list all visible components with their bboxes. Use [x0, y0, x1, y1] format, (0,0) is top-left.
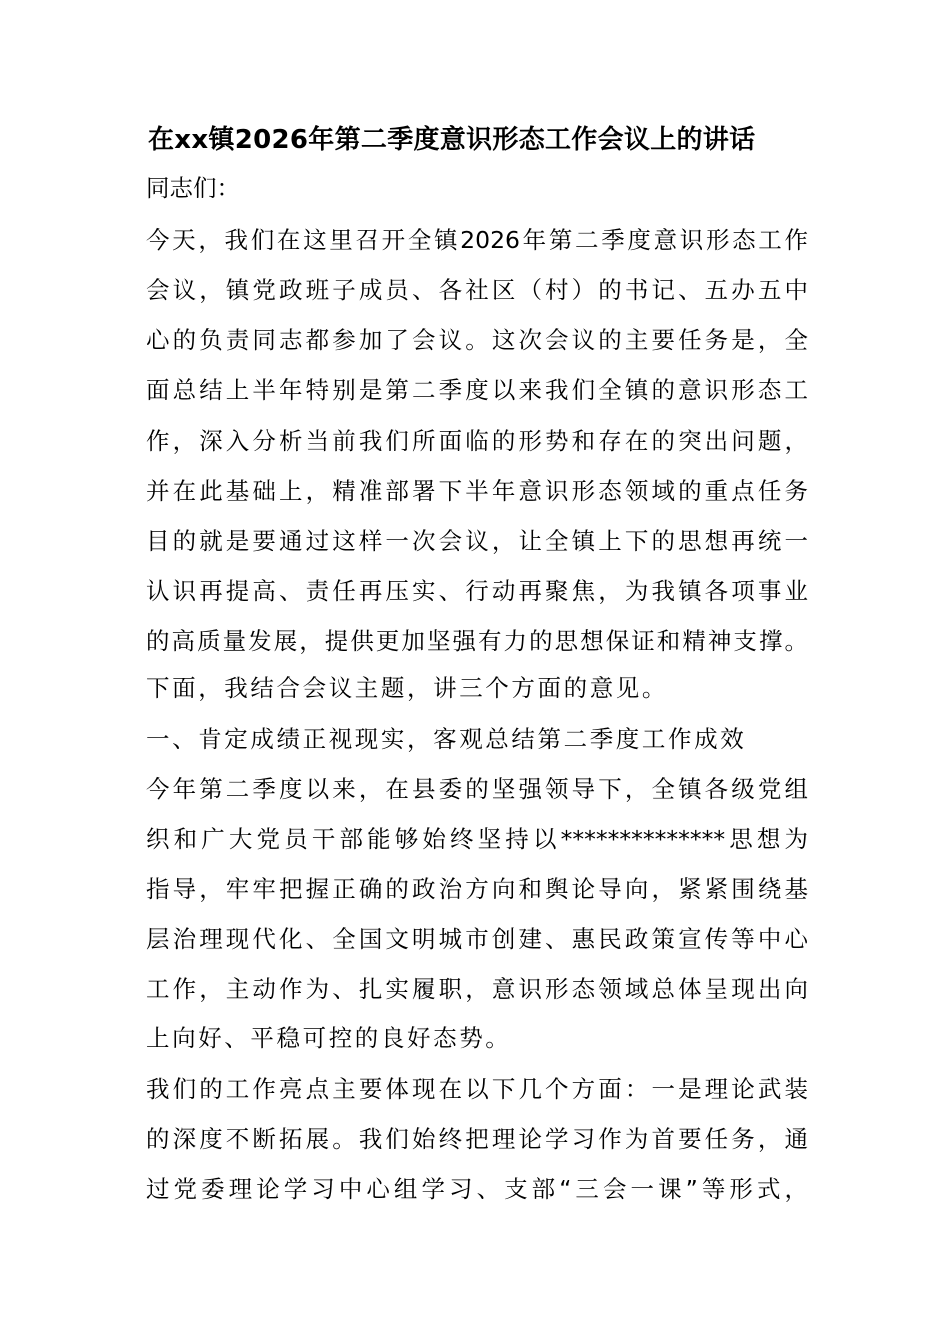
text-line: 目的就是要通过这样一次会议，让全镇上下的思想再统一 — [146, 527, 808, 555]
text-line: 工作，主动作为、扎实履职，意识形态领域总体呈现出向 — [146, 975, 808, 1003]
text-line: 心的负责同志都参加了会议。这次会议的主要任务是，全 — [146, 326, 808, 354]
document-title: 在xx镇2026年第二季度意识形态工作会议上的讲话 — [148, 125, 756, 155]
text-line: 面总结上半年特别是第二季度以来我们全镇的意识形态工 — [146, 376, 808, 404]
section-heading: 一、肯定成绩正视现实，客观总结第二季度工作成效 — [146, 725, 747, 753]
text-line-salutation: 同志们： — [146, 174, 240, 202]
text-line: 今年第二季度以来，在县委的坚强领导下，全镇各级党组 — [146, 775, 808, 803]
text-line: 认识再提高、责任再压实、行动再聚焦，为我镇各项事业 — [146, 577, 808, 605]
text-line: 层治理现代化、全国文明城市创建、惠民政策宣传等中心 — [146, 925, 808, 953]
text-line: 织和广大党员干部能够始终坚持以**************思想为 — [146, 825, 808, 853]
text-line: 并在此基础上，精准部署下半年意识形态领域的重点任务 — [146, 477, 808, 505]
text-line: 今天，我们在这里召开全镇2026年第二季度意识形态工作 — [146, 226, 808, 254]
text-line: 下面，我结合会议主题，讲三个方面的意见。 — [146, 674, 668, 702]
text-line: 作，深入分析当前我们所面临的形势和存在的突出问题， — [146, 427, 808, 455]
text-line: 指导，牢牢把握正确的政治方向和舆论导向，紧紧围绕基 — [146, 875, 808, 903]
text-line: 上向好、平稳可控的良好态势。 — [146, 1024, 512, 1052]
text-line: 会议，镇党政班子成员、各社区（村）的书记、五办五中 — [146, 276, 808, 304]
text-line: 我们的工作亮点主要体现在以下几个方面：一是理论武装 — [146, 1075, 808, 1103]
text-line: 的深度不断拓展。我们始终把理论学习作为首要任务，通 — [146, 1125, 808, 1153]
text-line: 过党委理论学习中心组学习、支部“三会一课”等形式， — [146, 1175, 808, 1203]
text-line: 的高质量发展，提供更加坚强有力的思想保证和精神支撑。 — [146, 627, 808, 655]
